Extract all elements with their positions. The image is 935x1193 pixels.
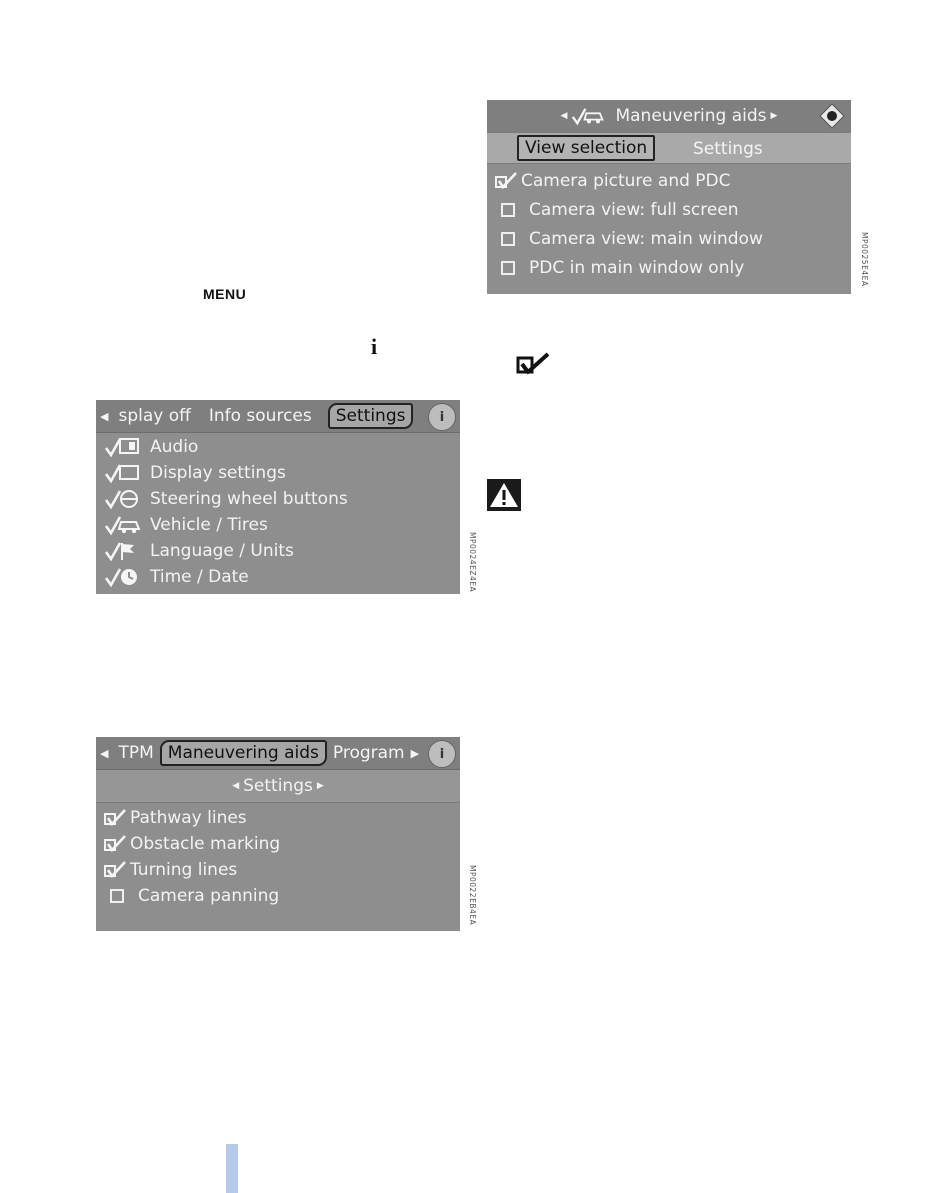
list-item-label: Obstacle marking — [130, 834, 281, 854]
list-item-pdc-main-window-only[interactable] — [487, 253, 851, 282]
info-button-glyph: i — [371, 334, 378, 359]
checkbox-checked-icon — [104, 861, 126, 879]
checkbox-unchecked-icon — [110, 889, 124, 903]
list-item-label: Vehicle / Tires — [150, 515, 268, 535]
tab-info-sources[interactable]: Info sources — [208, 406, 312, 426]
list-item-vehicle-tires[interactable] — [96, 512, 460, 538]
tab-display-off[interactable]: splay off — [118, 406, 191, 426]
checkmark-icon — [516, 352, 550, 376]
tab-bar — [96, 737, 460, 770]
list-item-label: Time / Date — [150, 567, 249, 587]
list-item-camera-panning[interactable] — [96, 883, 460, 909]
list-item-time-date[interactable] — [96, 564, 460, 590]
list-item-camera-view-full-screen[interactable] — [487, 195, 851, 224]
list-item-label: Pathway lines — [130, 808, 247, 828]
chevron-left-icon[interactable]: ◀ — [560, 111, 568, 121]
maneuvering-aids-screen — [96, 737, 460, 931]
view-selection-screen — [487, 100, 851, 294]
tab-tpm[interactable]: TPM — [118, 743, 154, 763]
list-item-camera-picture-pdc[interactable] — [487, 166, 851, 195]
list-item-label: Turning lines — [130, 860, 238, 880]
screen-title: Maneuvering aids — [615, 106, 767, 126]
tab-settings[interactable]: Settings — [693, 139, 763, 159]
audio-icon — [104, 436, 144, 458]
scroll-left-icon[interactable]: ◀ — [100, 409, 109, 423]
settings-menu-screen — [96, 400, 460, 594]
steering-wheel-icon — [104, 488, 144, 510]
display-icon — [104, 462, 144, 484]
list-item-camera-view-main-window[interactable] — [487, 224, 851, 253]
list-item-label: Camera view: full screen — [529, 199, 739, 220]
list-item-display-settings[interactable] — [96, 460, 460, 486]
chevron-right-icon: ▶ — [316, 781, 324, 791]
warning-icon — [487, 479, 521, 511]
list-item-pathway-lines[interactable] — [96, 805, 460, 831]
figure-code: MP0025E4EA — [860, 232, 869, 287]
info-icon[interactable]: i — [428, 740, 456, 768]
list-item-label: Display settings — [150, 463, 286, 483]
list-item-obstacle-marking[interactable] — [96, 831, 460, 857]
checkbox-checked-icon — [104, 809, 126, 827]
checkbox-unchecked-icon — [501, 261, 515, 275]
chevron-left-icon: ◀ — [232, 781, 240, 791]
settings-list — [96, 434, 460, 590]
list-item-label: Camera picture and PDC — [521, 170, 731, 191]
flag-icon — [104, 540, 144, 562]
checkbox-unchecked-icon — [501, 232, 515, 246]
list-item-turning-lines[interactable] — [96, 857, 460, 883]
figure-code: MP0024EZ4EA — [468, 532, 477, 593]
list-item-label: PDC in main window only — [529, 257, 745, 278]
scroll-left-icon[interactable]: ◀ — [100, 746, 109, 760]
tab-view-selection[interactable]: View selection — [517, 135, 655, 161]
list-item-label: Language / Units — [150, 541, 294, 561]
checkbox-unchecked-icon — [501, 203, 515, 217]
info-icon[interactable]: i — [428, 403, 456, 431]
chevron-right-icon[interactable]: ▶ — [770, 111, 778, 121]
list-item-language-units[interactable] — [96, 538, 460, 564]
vehicle-icon — [104, 514, 144, 536]
figure-code: MP0022EB4EA — [468, 865, 477, 926]
list-item-label: Camera view: main window — [529, 228, 763, 249]
checkbox-checked-icon — [495, 172, 517, 190]
list-item-label: Camera panning — [138, 886, 280, 906]
settings-list — [96, 805, 460, 909]
list-item-label: Audio — [150, 437, 199, 457]
tab-settings[interactable]: Settings — [328, 403, 414, 429]
page-margin-bar — [226, 1144, 238, 1193]
tab-program[interactable]: Program — [332, 743, 405, 763]
list-item-label: Steering wheel buttons — [150, 489, 348, 509]
menu-button-glyph: MENU — [203, 286, 247, 302]
checkbox-checked-icon — [104, 835, 126, 853]
list-item-audio[interactable] — [96, 434, 460, 460]
view-options-list — [487, 166, 851, 282]
list-item-steering-wheel-buttons[interactable] — [96, 486, 460, 512]
subheading-label: Settings — [243, 776, 313, 796]
controller-icon — [819, 103, 845, 129]
view-tab-bar — [487, 133, 851, 164]
settings-subheading[interactable] — [96, 770, 460, 803]
tab-maneuvering-aids[interactable]: Maneuvering aids — [160, 740, 327, 766]
tab-bar — [96, 400, 460, 433]
screen-title-bar — [487, 100, 851, 133]
clock-icon — [104, 566, 144, 588]
scroll-right-icon[interactable]: ▶ — [410, 746, 420, 760]
vehicle-check-icon — [571, 106, 607, 126]
